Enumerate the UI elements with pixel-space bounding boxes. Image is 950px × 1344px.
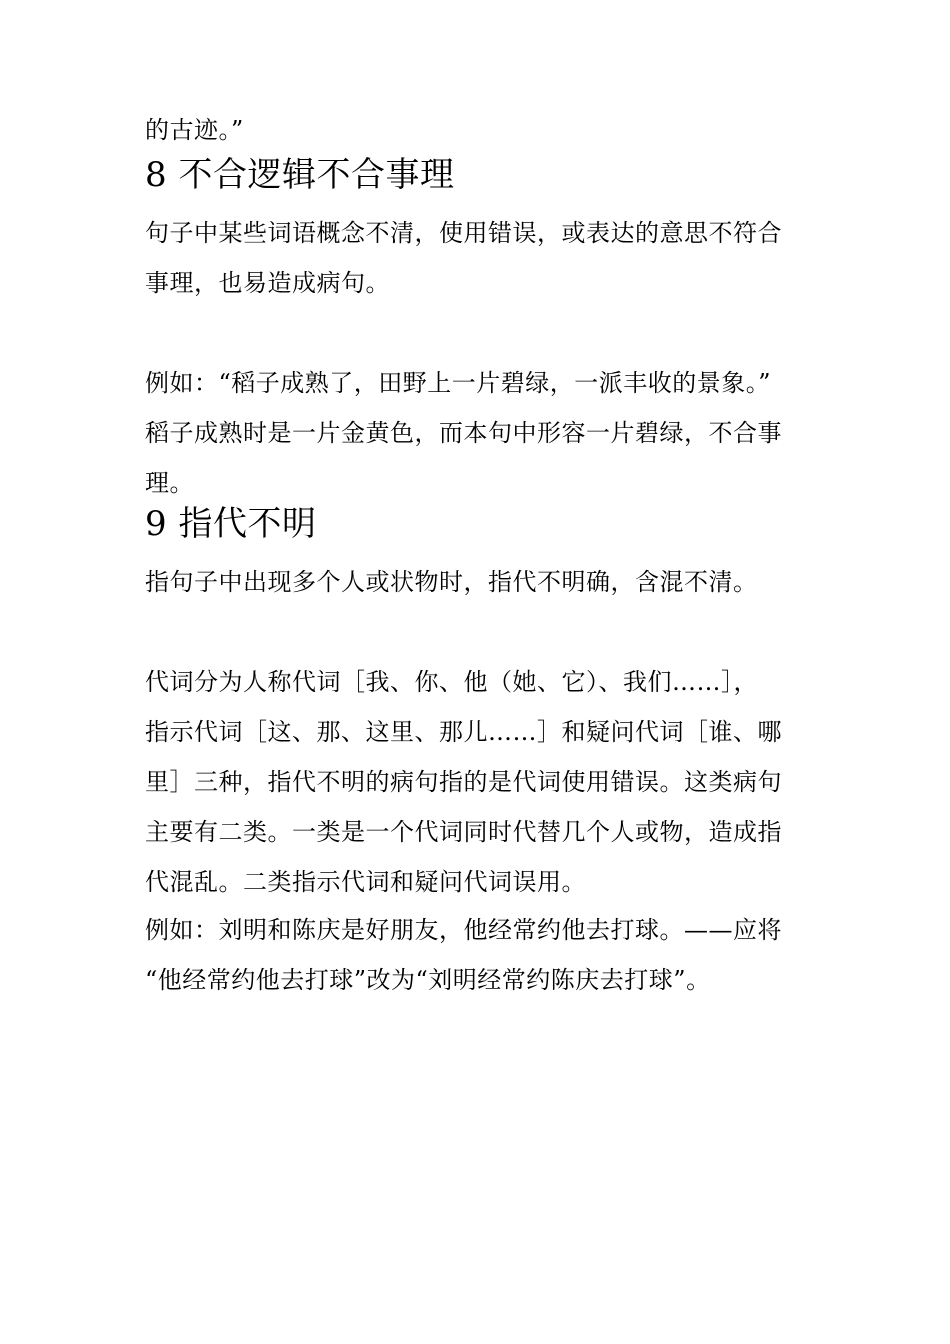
section-9-heading: 9 指代不明	[145, 504, 317, 544]
section-9-paragraph-line: 里］三种，指代不明的病句指的是代词使用错误。这类病句	[145, 768, 782, 796]
section-8-paragraph-line: 事理，也易造成病句。	[145, 269, 390, 297]
intro-tail-line: 的古迹。”	[145, 116, 244, 144]
section-8-paragraph-line: 句子中某些词语概念不清，使用错误，或表达的意思不符合	[145, 219, 782, 247]
section-9-paragraph-line: 指示代词［这、那、这里、那儿……］和疑问代词［谁、哪	[145, 718, 782, 746]
section-9-paragraph-line: 代词分为人称代词［我、你、他（她、它）、我们……］，	[145, 668, 758, 696]
section-9-paragraph-line: 主要有二类。一类是一个代词同时代替几个人或物，造成指	[145, 818, 782, 846]
section-8-heading: 8 不合逻辑不合事理	[145, 155, 455, 195]
section-9-paragraph-line: 指句子中出现多个人或状物时，指代不明确，含混不清。	[145, 568, 758, 596]
section-8-example-line: 理。	[145, 469, 194, 497]
section-9-example-line: 例如：刘明和陈庆是好朋友，他经常约他去打球。——应将	[145, 916, 782, 944]
section-8-example-line: 稻子成熟时是一片金黄色，而本句中形容一片碧绿，不合事	[145, 419, 782, 447]
section-8-example-line: 例如：“稻子成熟了，田野上一片碧绿，一派丰收的景象。”	[145, 369, 772, 397]
section-9-example-line: “他经常约他去打球”改为“刘明经常约陈庆去打球”。	[145, 966, 711, 994]
section-9-paragraph-line: 代混乱。二类指示代词和疑问代词误用。	[145, 868, 586, 896]
